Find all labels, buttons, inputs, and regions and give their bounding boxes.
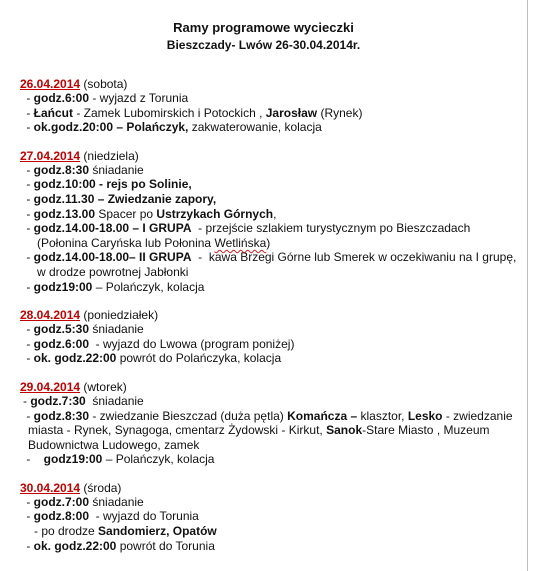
day-date: 30.04.2014 <box>20 480 81 495</box>
item-text: - wyjazd do Torunia <box>89 509 199 524</box>
item-time: godz.7:00 <box>33 494 90 509</box>
item-text: - zwiedzanie Bieszczad (duża pętla) <box>89 408 288 423</box>
item-time: godz19:00 <box>43 452 103 467</box>
item-text: Budownictwa Ludowego, zamek <box>28 437 200 452</box>
schedule-item <box>20 163 517 178</box>
item-text: śniadanie <box>89 322 144 337</box>
item-text: klasztor, <box>357 408 408 423</box>
item-text: (Rynek) <box>317 105 363 120</box>
item-bullet: - <box>23 221 34 236</box>
item-time: ok. godz.22:00 <box>33 538 117 553</box>
schedule-item <box>20 265 517 280</box>
day-weekday: (sobota) <box>80 77 128 91</box>
day-weekday: (niedziela) <box>80 148 139 163</box>
item-time: ok.godz.20:00 – Polańczyk, <box>33 120 189 135</box>
item-bullet: - <box>23 162 34 177</box>
item-time: Łańcut <box>33 105 74 120</box>
item-text-misspelled: Wetlińska <box>214 235 267 250</box>
item-time: godz.10:00 - rejs po Solinie, <box>33 177 192 192</box>
schedule-item <box>20 423 517 438</box>
item-bold-text: Jarosław <box>265 105 318 120</box>
item-bullet: - <box>23 509 34 524</box>
item-time: godz.14.00-18.00 – I GRUPA <box>33 221 192 236</box>
item-text: -Stare Miasto , Muzeum <box>362 423 490 438</box>
item-text: , <box>273 206 277 221</box>
item-bold-text: Ustrzykach Górnych <box>156 206 274 221</box>
schedule-item <box>20 322 517 337</box>
schedule-item <box>20 337 517 352</box>
item-bullet: - <box>23 279 34 294</box>
item-bold-text: Sanok <box>326 423 363 438</box>
item-text: – Polańczyk, kolacja <box>102 452 215 467</box>
schedule-item <box>20 524 517 539</box>
item-text: - kawa Brzegi Górne lub Smerek w oczekiwaniu na I grupę, <box>191 250 517 265</box>
schedule-item <box>20 177 517 192</box>
schedule-item <box>20 250 517 265</box>
day-date: 26.04.2014 <box>20 77 81 91</box>
schedule-item <box>20 409 517 424</box>
document-subtitle: Bieszczady- Lwów 26-30.04.2014r. <box>166 38 361 52</box>
item-text: powrót do Polańczyka, kolacja <box>116 351 282 366</box>
item-time: godz.6:00 <box>33 91 90 105</box>
item-bullet: - <box>23 336 34 351</box>
day-heading <box>20 308 517 322</box>
day-date: 29.04.2014 <box>20 379 81 394</box>
item-text: miasta - Rynek, Synagoga, cmentarz Żydowski - Kirkut, <box>28 423 327 438</box>
item-text: - wyjazd do Lwowa (program poniżej) <box>89 336 295 351</box>
item-bullet: - <box>23 177 34 192</box>
item-time: godz.6:00 <box>33 336 90 351</box>
item-bullet: - <box>23 538 34 553</box>
item-bullet: - <box>23 206 34 221</box>
schedule-item <box>20 192 517 207</box>
schedule-item <box>20 120 517 135</box>
day-weekday: (środa) <box>80 480 122 495</box>
item-text: - po drodze <box>34 524 99 539</box>
item-bullet: - <box>23 408 34 423</box>
item-text: śniadanie <box>85 393 144 408</box>
item-bullet: - <box>23 250 34 265</box>
day-section <box>20 149 517 294</box>
item-bullet: - <box>23 191 34 206</box>
day-section <box>20 308 517 366</box>
item-text: - wyjazd z Torunia <box>89 91 189 105</box>
schedule-item <box>20 91 517 106</box>
schedule-item <box>20 221 517 236</box>
item-text: - Zamek Lubomirskich i Potockich , <box>73 105 266 120</box>
day-section <box>20 77 517 135</box>
schedule-item <box>20 106 517 121</box>
item-time: godz.5:30 <box>33 322 90 337</box>
schedule-item <box>20 207 517 222</box>
schedule-item <box>20 394 517 409</box>
item-bullet: - <box>23 452 44 467</box>
item-text: Spacer po <box>95 206 157 221</box>
schedule-item <box>20 236 517 251</box>
item-bullet: - <box>23 120 34 135</box>
item-text: - przejście szlakiem turystycznym po Bieszczadach <box>191 221 471 236</box>
item-time: godz19:00 <box>33 279 93 294</box>
item-bullet: - <box>23 91 34 105</box>
item-text: w drodze powrotnej Jabłonki <box>37 264 189 279</box>
schedule-item <box>20 539 517 554</box>
item-bullet: - <box>23 322 34 337</box>
item-time: godz.8:30 <box>33 162 90 177</box>
schedule-item <box>20 452 517 467</box>
day-heading <box>20 149 517 163</box>
day-weekday: (wtorek) <box>80 379 127 394</box>
item-bullet: - <box>23 105 34 120</box>
day-heading <box>20 481 517 495</box>
item-bullet: - <box>23 351 34 366</box>
item-text: śniadanie <box>89 494 144 509</box>
day-section <box>20 380 517 467</box>
item-text: - zwiedzanie <box>442 408 513 423</box>
item-bold-text: Sandomierz, Opatów <box>98 524 217 539</box>
day-date: 28.04.2014 <box>20 308 81 323</box>
item-time: godz.14.00-18.00– II GRUPA <box>33 250 192 265</box>
day-section <box>20 481 517 553</box>
item-time: godz.8:00 <box>33 509 90 524</box>
itinerary <box>20 77 517 567</box>
schedule-item <box>20 351 517 366</box>
item-text: ) <box>266 235 271 250</box>
item-text: (Połonina Caryńska lub Połonina <box>37 235 215 250</box>
item-time: godz.7:30 <box>30 393 86 408</box>
schedule-item <box>20 495 517 510</box>
item-text: – Polańczyk, kolacja <box>92 279 205 294</box>
day-date: 27.04.2014 <box>20 148 81 163</box>
item-time: godz.11.30 – Zwiedzanie zapory, <box>33 191 217 206</box>
schedule-item <box>20 280 517 295</box>
item-text: powrót do Torunia <box>116 538 215 553</box>
item-bullet: - <box>23 393 31 408</box>
item-time: godz.8:30 <box>33 408 90 423</box>
schedule-item <box>20 438 517 453</box>
day-heading <box>20 380 517 394</box>
day-weekday: (poniedziałek) <box>80 308 159 323</box>
item-text: zakwaterowanie, kolacja <box>188 120 322 135</box>
item-time: ok. godz.22:00 <box>33 351 117 366</box>
item-bold-text: Komańcza – <box>287 408 358 423</box>
document-title: Ramy programowe wycieczki <box>173 20 354 35</box>
item-text: śniadanie <box>89 162 144 177</box>
item-time: godz.13.00 <box>33 206 96 221</box>
day-heading <box>20 77 517 91</box>
schedule-item <box>20 509 517 524</box>
item-bold-text: Lesko <box>407 408 443 423</box>
item-bullet: - <box>23 494 34 509</box>
